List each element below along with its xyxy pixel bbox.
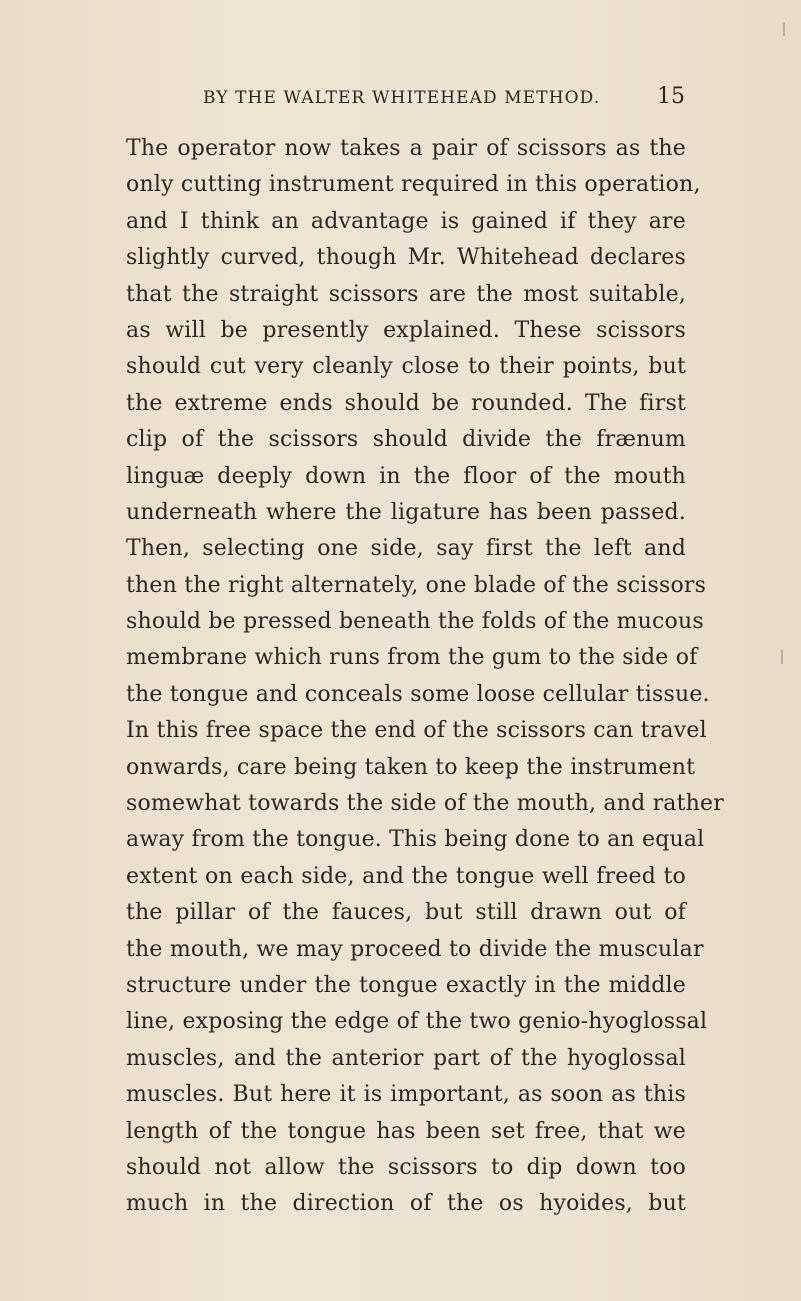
text-line: muscles, and the anterior part of the hyoglossal bbox=[126, 1045, 686, 1071]
body-text bbox=[126, 131, 724, 1223]
text-line: The operator now takes a pair of scissors as the bbox=[126, 136, 686, 161]
text-line: structure under the tongue exactly in the middle bbox=[126, 972, 686, 998]
text-line: should be pressed beneath the folds of the mucous bbox=[126, 609, 704, 635]
text-line: Then, selecting one side, say first the left and bbox=[126, 536, 686, 562]
text-line: slightly curved, though Mr. Whitehead declares bbox=[126, 245, 686, 271]
text-line: away from the tongue. This being done to an equal bbox=[126, 827, 705, 853]
text-line: only cutting instrument required in this operation, bbox=[126, 172, 701, 198]
text-line: line, exposing the edge of the two genio-hyoglossal bbox=[126, 1009, 708, 1035]
text-line: should cut very cleanly close to their points, but bbox=[126, 354, 686, 380]
text-line: then the right alternately, one blade of the scissors bbox=[126, 572, 707, 598]
text-line: much in the direction of the os hyoides, but bbox=[126, 1191, 686, 1217]
text-line: the extreme ends should be rounded. The first bbox=[126, 390, 686, 416]
text-line: the pillar of the fauces, but still drawn out of bbox=[126, 900, 686, 926]
text-line: muscles. But here it is important, as soon as this bbox=[126, 1082, 686, 1108]
text-line: underneath where the ligature has been passed. bbox=[126, 499, 686, 525]
paper-speck bbox=[781, 650, 783, 664]
text-line: length of the tongue has been set free, that we bbox=[126, 1118, 686, 1144]
running-head: BY THE WALTER WHITEHEAD METHOD. bbox=[203, 88, 601, 108]
text-line: In this free space the end of the scissors can travel bbox=[126, 718, 707, 744]
text-line: linguæ deeply down in the floor of the mouth bbox=[126, 463, 686, 489]
page-header bbox=[0, 84, 801, 114]
text-line: clip of the scissors should divide the frænum bbox=[126, 427, 686, 453]
text-line: as will be presently explained. These scissors bbox=[126, 317, 686, 343]
page-number: 15 bbox=[657, 84, 685, 109]
text-line: the mouth, we may proceed to divide the muscular bbox=[126, 936, 704, 962]
text-line: and I think an advantage is gained if they are bbox=[126, 208, 686, 234]
text-line: somewhat towards the side of the mouth, and rather bbox=[126, 791, 724, 817]
paper-speck bbox=[783, 22, 785, 36]
text-line: membrane which runs from the gum to the side of bbox=[126, 645, 698, 671]
text-line: should not allow the scissors to dip down too bbox=[126, 1154, 686, 1180]
text-line: onwards, care being taken to keep the instrument bbox=[126, 754, 696, 780]
text-line: extent on each side, and the tongue well freed to bbox=[126, 863, 686, 889]
text-line: the tongue and conceals some loose cellular tissue. bbox=[126, 681, 710, 707]
text-line: that the straight scissors are the most suitable, bbox=[126, 281, 686, 307]
